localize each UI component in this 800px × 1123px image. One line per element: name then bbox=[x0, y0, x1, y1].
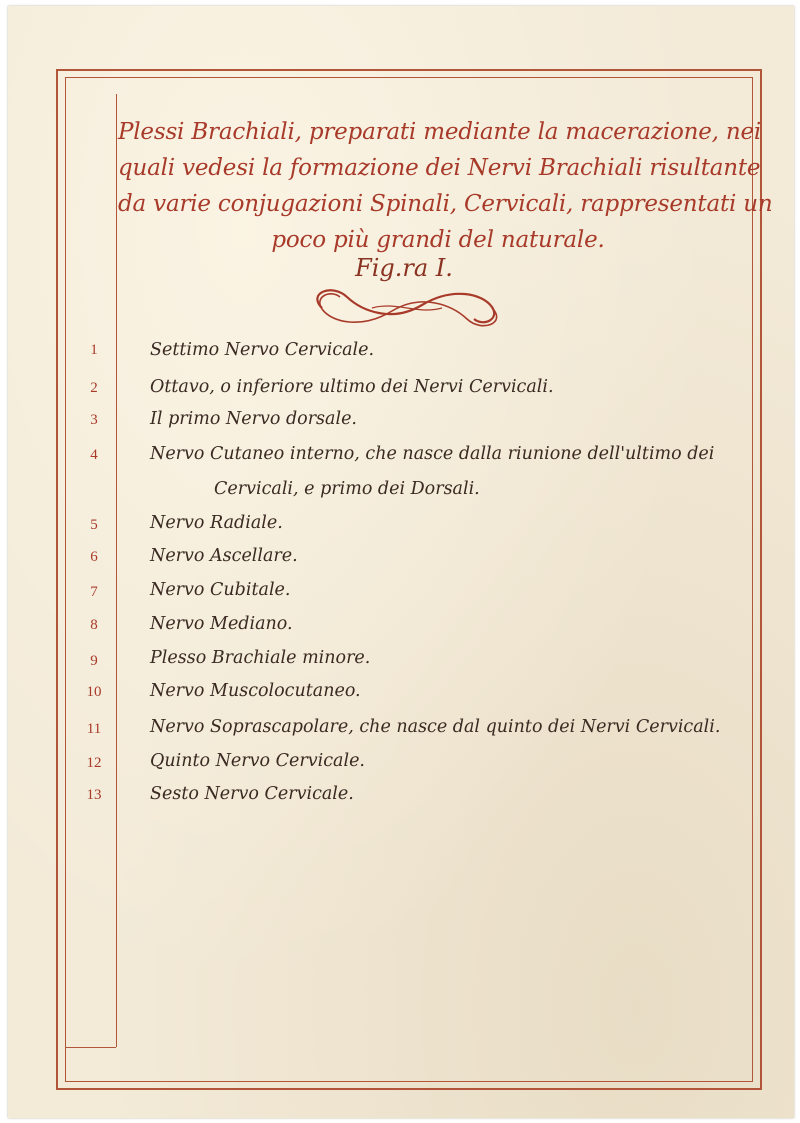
item-number: 8 bbox=[90, 617, 98, 633]
item-number: 12 bbox=[86, 755, 102, 771]
item-text: Nervo Mediano. bbox=[150, 614, 293, 634]
item-number: 5 bbox=[90, 517, 98, 533]
item-text: Nervo Cubitale. bbox=[150, 580, 291, 600]
item-text: Nervo Soprascapolare, che nasce dal quinto dei Nervi Cervicali. bbox=[150, 717, 721, 737]
title-line: quali vedesi la formazione dei Nervi Brachiali risultante bbox=[118, 155, 761, 181]
title-line: poco più grandi del naturale. bbox=[271, 227, 605, 253]
item-text: Il primo Nervo dorsale. bbox=[150, 409, 357, 429]
item-text: Nervo Muscolocutaneo. bbox=[150, 681, 361, 701]
flourish-ornament bbox=[302, 283, 512, 333]
item-number: 1 bbox=[90, 342, 98, 358]
item-text: Settimo Nervo Cervicale. bbox=[150, 340, 375, 360]
item-text-continuation: Cervicali, e primo dei Dorsali. bbox=[214, 479, 480, 499]
item-text: Plesso Brachiale minore. bbox=[150, 648, 371, 668]
page-title bbox=[118, 114, 773, 258]
item-text: Sesto Nervo Cervicale. bbox=[150, 784, 354, 804]
item-text: Quinto Nervo Cervicale. bbox=[150, 751, 365, 771]
item-number: 3 bbox=[90, 412, 98, 428]
item-number: 7 bbox=[90, 584, 98, 600]
title-line: da varie conjugazioni Spinali, Cervicali, rappresentati un bbox=[118, 191, 773, 217]
item-number: 10 bbox=[86, 684, 102, 700]
item-number: 11 bbox=[86, 721, 102, 737]
item-text: Nervo Cutaneo interno, che nasce dalla riunione dell'ultimo dei bbox=[150, 444, 715, 464]
item-number: 4 bbox=[90, 447, 98, 463]
item-number: 9 bbox=[90, 653, 98, 669]
item-text: Nervo Radiale. bbox=[150, 513, 283, 533]
item-number: 13 bbox=[86, 787, 102, 803]
figure-label: Fig.ra I. bbox=[355, 254, 453, 282]
margin-rule bbox=[116, 94, 117, 1047]
item-text: Nervo Ascellare. bbox=[150, 546, 298, 566]
title-line: Plessi Brachiali, preparati mediante la macerazione, nei bbox=[118, 119, 762, 145]
item-text: Ottavo, o inferiore ultimo dei Nervi Cervicali. bbox=[150, 377, 554, 397]
item-number: 6 bbox=[90, 549, 98, 565]
item-number: 2 bbox=[90, 380, 98, 396]
margin-rule-foot bbox=[65, 1047, 116, 1048]
manuscript-page bbox=[8, 6, 794, 1118]
